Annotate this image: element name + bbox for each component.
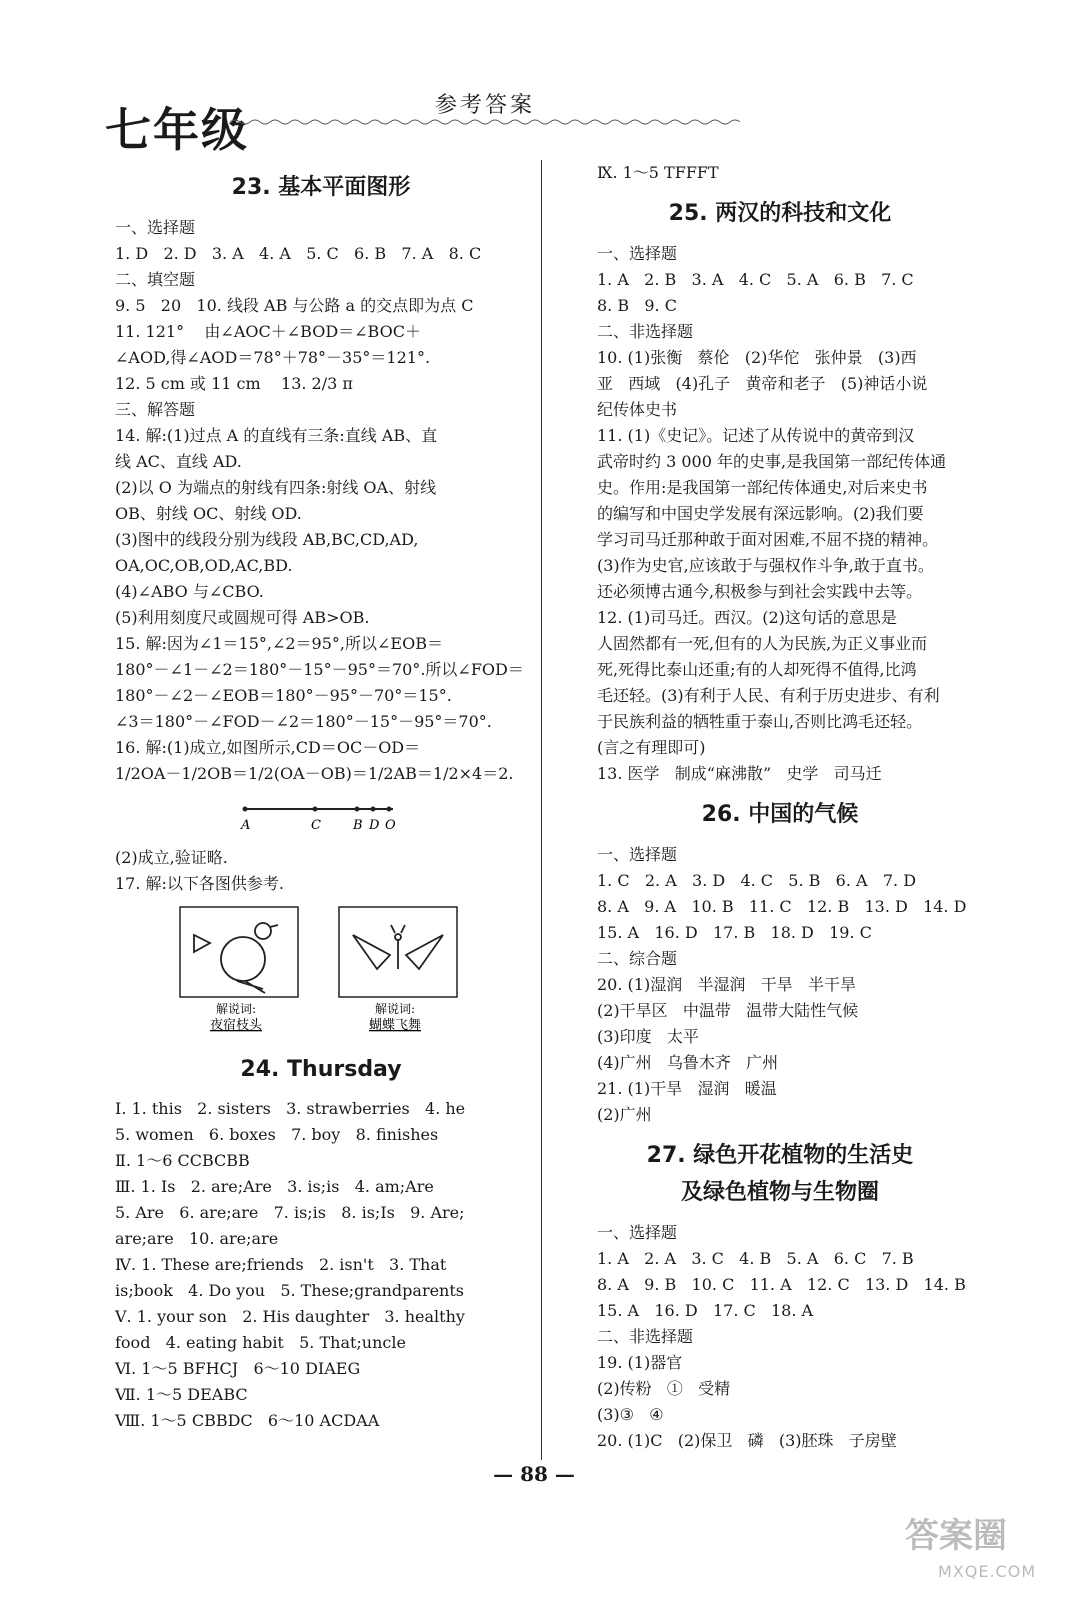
figures-svg [115,897,527,1047]
answer-line: 线 AC、直线 AD. [115,452,242,471]
answer-line: 8. A 9. A 10. B 11. C 12. B 13. D 14. D [597,897,967,916]
subsection-heading: 一、选择题 [115,218,196,237]
point-label: O [385,818,396,833]
section-title: 25. 两汉的科技和文化 [668,201,892,226]
answer-line: is;book 4. Do you 5. These;grandparents [115,1281,464,1300]
figure-caption-text: 夜宿枝头 [210,1018,263,1033]
subsection-heading: 二、综合题 [597,949,678,968]
segment-point [371,807,376,812]
answer-line: 8. B 9. C [597,296,677,315]
figure-caption-label: 解说词: [216,1002,257,1016]
figure-caption-label: 解说词: [375,1002,416,1016]
answer-line: (5)利用刻度尺或圆规可得 AB>OB. [115,608,370,627]
answer-line: 17. 解:以下各图供参考. [115,874,285,893]
subsection-heading: 一、选择题 [597,845,678,864]
answer-line: 19. (1)器官 [597,1353,683,1372]
answer-line: 15. A 16. D 17. B 18. D 19. C [597,923,872,942]
answer-line: food 4. eating habit 5. That;uncle [115,1333,406,1352]
answer-line: 12. 5 cm 或 11 cm 13. 2/3 π [115,374,353,393]
answer-line: 于民族利益的牺牲重于泰山,否则比鸿毛还轻。 [597,712,923,731]
answer-line: 10. (1)张衡 蔡伦 (2)华佗 张仲景 (3)西 [597,348,917,367]
page-number: — 88 — [493,1462,575,1486]
answer-line: 的编写和中国史学发展有深远影响。(2)我们要 [597,504,924,523]
answer-line: 8. A 9. B 10. C 11. A 12. C 13. D 14. B [597,1275,966,1294]
answer-line: 180°－∠1－∠2＝180°－15°－95°＝70°.所以∠FOD＝ [115,660,524,679]
grade-title: 七年级 [105,103,249,157]
answer-line: 21. (1)干旱 湿润 暖温 [597,1079,777,1098]
segment-point [355,807,360,812]
point-label: D [369,818,380,833]
answer-line: 20. (1)C (2)保卫 磷 (3)胚珠 子房壁 [597,1431,897,1450]
answer-line: (2)干旱区 中温带 温带大陆性气候 [597,1001,859,1020]
subsection-heading: 一、选择题 [597,1223,678,1242]
section-title: 23. 基本平面图形 [231,175,411,200]
answer-line: are;are 10. are;are [115,1229,279,1248]
answer-line: ∠AOD,得∠AOD＝78°＋78°－35°＝121°. [115,348,431,367]
answer-line: Ⅴ. 1. your son 2. His daughter 3. healthy [115,1307,465,1326]
answer-line: 还必须博古通今,积极参与到社会实践中去等。 [597,582,923,601]
answer-line: OA,OC,OB,OD,AC,BD. [115,556,293,575]
answer-line: 5. Are 6. are;are 7. is;is 8. is;Is 9. Are; [115,1203,465,1222]
answer-line: 180°－∠2－∠EOB＝180°－95°－70°＝15°. [115,686,452,705]
subsection-heading: 二、非选择题 [597,322,694,341]
subsection-heading: 三、解答题 [115,400,196,419]
watermark-url: MXQE.COM [938,1562,1037,1581]
answer-line: Ⅸ. 1～5 TFFFT [597,163,719,182]
figure-caption-text: 蝴蝶飞舞 [369,1018,422,1033]
answer-line: 1. A 2. A 3. C 4. B 5. A 6. C 7. B [597,1249,914,1268]
answer-line: 1. C 2. A 3. D 4. C 5. B 6. A 7. D [597,871,917,890]
segment-diagram-svg [115,787,527,845]
watermark-logo: 答案圈 [905,1516,1007,1556]
section-title: 26. 中国的气候 [701,802,859,827]
subsection-heading: 二、填空题 [115,270,196,289]
header-title: 参考答案 [435,93,536,118]
subsection-heading: 二、非选择题 [597,1327,694,1346]
answer-line: 学习司马迁那种敢于面对困难,不屈不挠的精神。 [597,530,939,549]
answer-line: Ⅷ. 1～5 CBBDC 6～10 ACDAA [115,1411,380,1430]
answer-line: Ⅱ. 1～6 CCBCBB [115,1151,250,1170]
answer-line: (2)传粉 ① 受精 [597,1379,731,1398]
point-label: B [353,818,363,833]
answer-line: Ⅰ. 1. this 2. sisters 3. strawberries 4. he [115,1099,466,1118]
segment-point [243,807,248,812]
answer-line: 9. 5 20 10. 线段 AB 与公路 a 的交点即为点 C [115,296,474,315]
point-label: C [311,818,321,833]
answer-line: 15. A 16. D 17. C 18. A [597,1301,814,1320]
answer-line: Ⅵ. 1～5 BFHCJ 6～10 DIAEG [115,1359,361,1378]
answer-line: (2)成立,验证略. [115,848,228,867]
segment-diagram [115,787,527,845]
left-column [115,160,527,1434]
section-title: 27. 绿色开花植物的生活史 [646,1143,914,1168]
answer-line: 1. D 2. D 3. A 4. A 5. C 6. B 7. A 8. C [115,244,482,263]
answer-line: 1. A 2. B 3. A 4. C 5. A 6. B 7. C [597,270,914,289]
reference-figures [115,897,527,1047]
answer-line: Ⅳ. 1. These are;friends 2. isn't 3. That [115,1255,447,1274]
figure-frame [180,907,298,997]
right-column [597,160,967,1454]
header-wavy-line [230,118,740,126]
segment-point [387,807,392,812]
answer-line: 武帝时约 3 000 年的史事,是我国第一部纪传体通 [597,452,947,471]
answer-line: 11. (1)《史记》。记述了从传说中的黄帝到汉 [597,426,915,445]
segment-point [313,807,318,812]
answer-line: 毛还轻。(3)有利于人民、有利于历史进步、有利 [597,686,940,705]
answer-line: 20. (1)湿润 半湿润 干旱 半干旱 [597,975,856,994]
answer-line: (2)广州 [597,1105,652,1124]
answer-line: (2)以 O 为端点的射线有四条:射线 OA、射线 [115,478,437,497]
answer-line: (4)广州 乌鲁木齐 广州 [597,1053,779,1072]
answer-line: 16. 解:(1)成立,如图所示,CD＝OC－OD＝ [115,738,421,757]
answer-line: 人固然都有一死,但有的人为民族,为正义事业而 [597,634,928,653]
answer-line: Ⅲ. 1. Is 2. are;Are 3. is;is 4. am;Are [115,1177,434,1196]
answer-line: 14. 解:(1)过点 A 的直线有三条:直线 AB、直 [115,426,438,445]
answer-line: 死,死得比泰山还重;有的人却死得不值得,比鸿 [597,660,917,679]
section-title: 24. Thursday [240,1057,402,1082]
answer-line: 13. 医学 制成“麻沸散” 史学 司马迁 [597,764,882,783]
answer-line: (3)③ ④ [597,1405,664,1424]
answer-line: 纪传体史书 [597,400,678,419]
answer-line: (3)图中的线段分别为线段 AB,BC,CD,AD, [115,530,419,549]
answer-line: (言之有理即可) [597,738,706,757]
answer-line: 1/2OA－1/2OB＝1/2(OA－OB)＝1/2AB＝1/2×4＝2. [115,764,514,783]
point-label: A [241,818,251,833]
subsection-heading: 一、选择题 [597,244,678,263]
page-number-value: 88 [520,1462,548,1486]
answer-line: 亚 西域 (4)孔子 黄帝和老子 (5)神话小说 [597,374,928,393]
answer-line: 5. women 6. boxes 7. boy 8. finishes [115,1125,439,1144]
answer-line: (3)作为史官,应该敢于与强权作斗争,敢于直书。 [597,556,934,575]
bird-figure [194,923,278,993]
answer-line: 史。作用:是我国第一部纪传体通史,对后来史书 [597,478,928,497]
answer-line: 12. (1)司马迁。西汉。(2)这句话的意思是 [597,608,897,627]
answer-line: ∠3＝180°－∠FOD－∠2＝180°－15°－95°＝70°. [115,712,492,731]
column-divider [541,160,542,1460]
answer-line: (4)∠ABO 与∠CBO. [115,582,264,601]
answer-line: 11. 121° 由∠AOC＋∠BOD＝∠BOC＋ [115,322,421,341]
answer-line: (3)印度 太平 [597,1027,699,1046]
answer-line: 15. 解:因为∠1＝15°,∠2＝95°,所以∠EOB＝ [115,634,443,653]
butterfly-figure [353,925,443,969]
section-title: 及绿色植物与生物圈 [680,1180,879,1205]
answer-line: Ⅶ. 1～5 DEABC [115,1385,248,1404]
answer-line: OB、射线 OC、射线 OD. [115,504,302,523]
